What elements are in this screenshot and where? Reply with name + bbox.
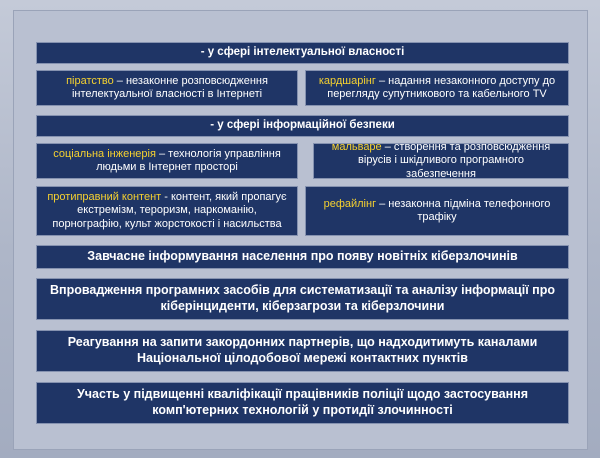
text-social-engineering: – технологія управління людьми в Інтернет просторі bbox=[96, 147, 281, 173]
term-refiling: рефайлінг bbox=[323, 197, 377, 210]
section-header-ip bbox=[36, 42, 569, 64]
measure-police-training bbox=[36, 382, 569, 424]
text-refiling: – незаконна підміна телефонного трафіку bbox=[376, 197, 551, 223]
measure-early-informing-text: Завчасне інформування населення про появу новітніх кіберзлочинів bbox=[87, 249, 518, 264]
measure-early-informing bbox=[36, 245, 569, 269]
term-illegal-content: протиправний контент bbox=[47, 191, 162, 204]
text-cardsharing: – надання незаконного доступу до перегляду супутникового та кабельного TV bbox=[327, 74, 556, 100]
definition-malware bbox=[313, 143, 569, 179]
term-social-engineering: соціальна інженерія bbox=[53, 147, 156, 160]
text-malware: – створення та розповсюдження вірусів і шкідливого програмного забезпечення bbox=[358, 141, 551, 180]
text-illegal-content: - контент, який пропагує екстремізм, тероризм, наркоманію, порнографію, культ жорстокості і насильства bbox=[52, 191, 287, 230]
section-header-infosec bbox=[36, 115, 569, 137]
term-piracy: піратство bbox=[66, 74, 114, 87]
definition-illegal-content bbox=[36, 186, 298, 236]
definition-piracy bbox=[36, 70, 298, 106]
definition-social-engineering bbox=[36, 143, 298, 179]
section-header-infosec-text: - у сфері інформаційної безпеки bbox=[210, 119, 395, 132]
measure-foreign-requests bbox=[36, 330, 569, 372]
text-piracy: – незаконне розповсюдження інтелектуальної власності в Інтернеті bbox=[71, 74, 268, 100]
measure-police-training-text: Участь у підвищенні кваліфікації працівників поліції щодо застосування комп'ютерних технологій у протидії злочинності bbox=[77, 387, 528, 417]
term-malware: мальваре bbox=[331, 141, 382, 154]
measure-software-tools bbox=[36, 278, 569, 320]
term-cardsharing: кардшарінг bbox=[318, 74, 376, 87]
definition-cardsharing bbox=[305, 70, 569, 106]
measure-foreign-requests-text: Реагування на запити закордонних партнерів, що надходитимуть каналами Національної цілодобової мережі контактних пунктів bbox=[67, 335, 538, 365]
measure-software-tools-text: Впровадження програмних засобів для систематизації та аналізу інформації про кіберінциденти, кіберзагрози та кіберзлочини bbox=[50, 283, 555, 313]
definition-refiling bbox=[305, 186, 569, 236]
section-header-ip-text: - у сфері інтелектуальної власності bbox=[200, 46, 405, 59]
